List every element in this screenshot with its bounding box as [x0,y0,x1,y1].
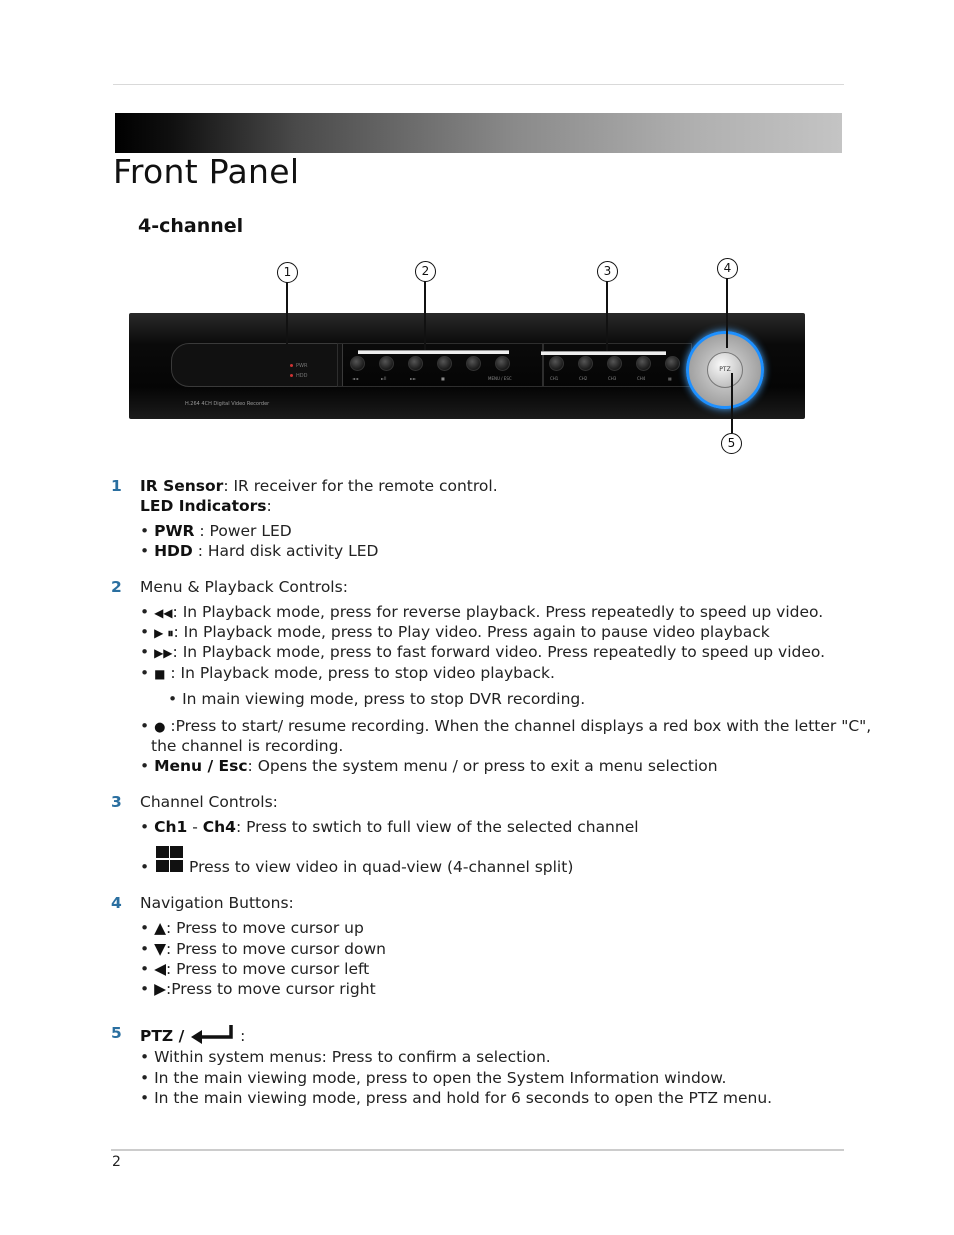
play-pause-text: : In Playback mode, press to Play video. Press again to pause video playback [173,623,770,641]
hdd-bullet: • [140,542,155,560]
stop-button-label: ■ [441,376,445,381]
ir-sensor-panel [171,343,343,387]
fast-forward-button[interactable] [408,356,423,371]
menu-playback-heading: Menu & Playback Controls: [140,578,348,596]
ch1-button-label: CH1 [550,376,559,381]
left-arrow-icon: ◀ [154,960,166,978]
leader-bar-3 [541,351,666,355]
stop-bullet: • [140,664,155,682]
channel-button-group [542,343,692,387]
menu-esc-bullet: • [140,757,155,775]
leader-line-1 [286,282,288,372]
record-bullet: • [140,717,155,735]
fast-forward-bullet: • [140,643,155,661]
channel-dash: - [187,818,203,836]
menu-esc-text: : Opens the system menu / or press to exit a menu selection [247,757,718,775]
nav-right-text: :Press to move cursor right [166,980,376,998]
leader-line-2 [424,281,426,353]
fast-forward-button-label: ►► [410,376,417,381]
quad-view-text: Press to view video in quad-view (4-channel split) [184,858,574,876]
nav-right-item [140,980,376,998]
nav-up-bullet: • [140,919,155,937]
menu-esc-button[interactable] [495,356,510,371]
enter-icon [189,1024,235,1044]
ch1-button[interactable] [549,356,564,371]
nav-left-text: : Press to move cursor left [166,960,370,978]
ch4-button-label: CH4 [637,376,646,381]
pwr-title: PWR [154,522,195,540]
ptz-heading [140,1024,245,1045]
quad-view-button-label: ▦ [668,376,672,381]
section-subtitle: 4-channel [138,215,244,237]
stop-icon: ■ [154,667,166,681]
footer-rule [111,1149,844,1151]
play-pause-item [140,623,770,641]
stop-recording-subitem: • In main viewing mode, press to stop DVR recording. [168,690,586,708]
quad-view-icon [154,846,184,874]
section-number-5: 5 [111,1024,122,1042]
leader-bar-2 [358,350,509,354]
page-title: Front Panel [113,152,300,191]
callout-5: 5 [721,433,742,454]
pwr-text: : Power LED [194,522,292,540]
ch4-button[interactable] [636,356,651,371]
led-indicators-title: LED Indicators [140,497,267,515]
record-text-1: :Press to start/ resume recording. When the channel displays a red box with the letter "C", [165,717,872,735]
hdd-title: HDD [154,542,193,560]
rewind-icon: ◀◀ [154,606,173,620]
down-arrow-icon: ▼ [154,940,166,958]
nav-right-bullet: • [140,980,155,998]
pwr-line [140,522,292,540]
play-pause-button[interactable] [379,356,394,371]
callout-1: 1 [277,262,298,283]
ptz-enter-button[interactable]: PTZ [707,352,743,388]
navigation-heading: Navigation Buttons: [140,894,294,912]
hdd-text: : Hard disk activity LED [192,542,379,560]
callout-3: 3 [597,261,618,282]
nav-down-bullet: • [140,940,155,958]
fast-forward-item [140,643,825,661]
ptz-colon: : [240,1027,246,1045]
quad-view-button[interactable] [665,356,680,371]
play-pause-icon: ▶ ⏸ [154,626,174,640]
channel-bullet: • [140,818,155,836]
page-number: 2 [112,1154,121,1170]
channel-select-text: : Press to swtich to full view of the selected channel [235,818,639,836]
nav-left-bullet: • [140,960,155,978]
nav-down-text: : Press to move cursor down [166,940,386,958]
ch3-button-label: CH3 [608,376,617,381]
ch2-button[interactable] [578,356,593,371]
led-label-pwr: PWR [296,363,308,369]
hdd-line [140,542,378,560]
leader-line-5 [731,373,733,433]
nav-up-text: : Press to move cursor up [166,919,364,937]
quad-bullet: • [140,858,155,876]
ch3-button[interactable] [607,356,622,371]
nav-down-item [140,940,386,958]
section-number-3: 3 [111,793,122,811]
menu-esc-title: Menu / Esc [154,757,248,775]
channel-controls-heading: Channel Controls: [140,793,278,811]
leader-line-3 [606,281,608,353]
section-number-4: 4 [111,894,122,912]
nav-left-item [140,960,369,978]
ch1-label: Ch1 [154,818,188,836]
play-pause-button-label: ►II [381,376,387,381]
ptz-item-2: • In the main viewing mode, press to open the System Information window. [140,1069,727,1087]
ptz-item-1: • Within system menus: Press to confirm a selection. [140,1048,551,1066]
rewind-bullet: • [140,603,155,621]
top-rule [113,84,844,85]
channel-select-item [140,818,639,836]
right-arrow-icon: ▶ [154,980,166,998]
header-banner [115,113,842,153]
rewind-button-label: ◄◄ [352,376,359,381]
play-pause-bullet: • [140,623,155,641]
fast-forward-text: : In Playback mode, press to fast forward video. Press repeatedly to speed up video. [172,643,826,661]
led-label-hdd: HDD [296,373,308,379]
record-item [140,717,871,735]
record-button[interactable] [466,356,481,371]
callout-4: 4 [717,258,738,279]
ir-sensor-line [140,477,498,495]
ir-sensor-title: IR Sensor [140,477,224,495]
led-indicators-colon: : [266,497,272,515]
ptz-title: PTZ / [140,1027,185,1045]
quad-view-item [140,846,573,876]
leader-line-4 [726,278,728,348]
ch4-label: Ch4 [202,818,236,836]
led-indicators-line [140,497,272,515]
callout-2: 2 [415,261,436,282]
dvr-front-panel-diagram [120,255,820,460]
up-arrow-icon: ▲ [154,919,166,937]
record-icon: ● [154,720,166,735]
stop-item [140,664,555,682]
rewind-button[interactable] [350,356,365,371]
ptz-item-3: • In the main viewing mode, press and hold for 6 seconds to open the PTZ menu. [140,1089,773,1107]
hdd-led [290,374,293,377]
nav-up-item [140,919,364,937]
rewind-text: : In Playback mode, press for reverse playback. Press repeatedly to speed up video. [172,603,824,621]
pwr-led [290,364,293,367]
dvr-model-text: H.264 4CH Digital Video Recorder [185,401,270,407]
pwr-bullet: • [140,522,155,540]
rewind-item [140,603,823,621]
stop-text: : In Playback mode, press to stop video playback. [165,664,555,682]
menu-esc-item [140,757,718,775]
navigation-ring[interactable] [686,331,764,409]
stop-button[interactable] [437,356,452,371]
ir-sensor-text: : IR receiver for the remote control. [223,477,498,495]
record-text-2: the channel is recording. [151,737,344,755]
menu-esc-button-label: MENU / ESC [488,376,512,381]
section-number-1: 1 [111,477,122,495]
fast-forward-icon: ▶▶ [154,646,173,660]
section-number-2: 2 [111,578,122,596]
ch2-button-label: CH2 [579,376,588,381]
